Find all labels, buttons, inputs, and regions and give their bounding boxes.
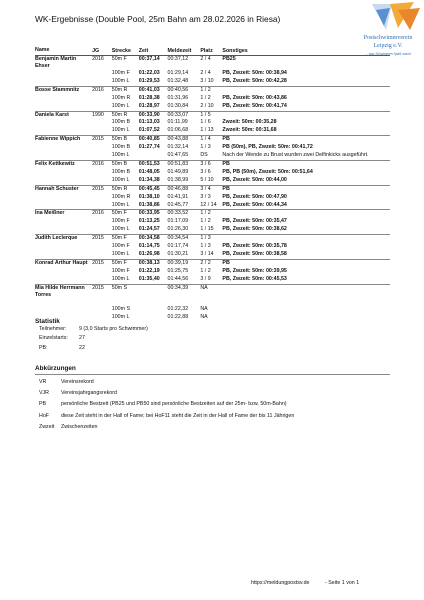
race-meldezeit: 01:47,65 — [167, 152, 189, 159]
race-platz: 1 / 2 — [200, 210, 222, 218]
logo-name: Postschwimmverein — [363, 35, 413, 41]
race-sonstiges: PB25 — [222, 56, 390, 71]
table-row — [35, 218, 390, 226]
stat-key: Teilnehmer: — [39, 326, 67, 332]
abbr-row — [39, 401, 361, 412]
race-zeit: 01:14,75 — [138, 243, 160, 250]
race-strecke: 50m R — [112, 111, 139, 119]
race-platz: 3 / 6 — [200, 160, 222, 168]
race-zeit: 00:45,45 — [139, 185, 168, 193]
swimmer-name — [35, 226, 92, 234]
race-meldezeit: 01:06,68 — [167, 127, 189, 134]
table-row — [35, 169, 390, 177]
footer-page-number: - Seite 1 von 1 — [325, 580, 360, 586]
race-strecke: 50m S — [112, 284, 139, 299]
race-meldezeit: 00:37,12 — [168, 56, 201, 71]
race-meldezeit: 00:40,56 — [168, 86, 201, 94]
race-strecke: 100m L — [111, 226, 130, 233]
race-zeit: 01:22,19 — [138, 267, 160, 274]
race-sonstiges: PB, Zwzeit: 50m: 00:43,86 — [222, 94, 287, 101]
race-platz: 1 / 3 — [200, 144, 211, 151]
swimmer-jg — [92, 306, 112, 314]
swimmer-jg: 2015 — [92, 235, 112, 243]
race-platz: 1 / 6 — [200, 119, 211, 126]
race-meldezeit: 01:44,56 — [167, 275, 189, 282]
race-platz: 1 / 2 — [200, 86, 222, 94]
race-meldezeit: 01:26,30 — [167, 226, 189, 233]
race-platz: 1 / 3 — [200, 243, 211, 250]
logo-city: Leipzig e.V. — [373, 42, 403, 49]
table-row — [35, 144, 390, 152]
race-strecke: 100m L — [111, 152, 130, 159]
race-meldezeit: 00:34,54 — [168, 235, 201, 243]
race-platz: NA — [200, 306, 208, 313]
table-row — [35, 95, 390, 103]
race-zeit: 01:24,57 — [138, 226, 160, 233]
race-sonstiges: PB, PB (50m), Zwzeit: 50m: 00:51,64 — [222, 168, 313, 175]
table-row — [35, 226, 390, 234]
race-meldezeit: 00:34,39 — [168, 284, 201, 299]
race-sonstiges — [222, 314, 390, 322]
table-row — [35, 299, 390, 307]
swimmer-jg — [92, 70, 112, 78]
statistik-title: Statistik — [35, 318, 60, 325]
race-meldezeit: 01:17,74 — [167, 243, 189, 250]
race-platz: 3 / 3 — [200, 193, 211, 200]
race-strecke: 100m F — [111, 70, 130, 76]
stat-key: PB: — [39, 344, 48, 351]
race-zeit: 01:38,10 — [138, 193, 160, 200]
race-sonstiges: PB, Zwzeit: 50m: 00:39,95 — [222, 267, 287, 274]
race-strecke: 50m F — [112, 235, 139, 243]
table-row — [35, 185, 390, 193]
swimmer-name: Bosse Stammnitz — [35, 86, 92, 94]
race-platz: 1 / 4 — [200, 136, 222, 144]
race-strecke: 100m B — [111, 168, 131, 175]
race-platz: 2 / 4 — [200, 70, 211, 76]
table-row — [35, 202, 390, 210]
swimmer-jg: 2016 — [92, 56, 112, 71]
swimmer-name: Konrad Arthur Haupt — [35, 259, 92, 267]
swimmer-name — [35, 202, 92, 210]
statistik-list — [39, 326, 148, 354]
race-zeit: 01:27,74 — [138, 144, 160, 151]
swimmer-jg: 2016 — [92, 86, 112, 94]
swimmer-jg — [92, 169, 112, 177]
race-sonstiges: PB, Zwzeit: 50m: 00:38,62 — [222, 226, 287, 233]
col-platz-header: Platz — [200, 44, 222, 56]
stat-row — [39, 335, 148, 344]
table-row — [35, 235, 390, 243]
race-platz: 5 / 10 — [200, 176, 214, 183]
race-sonstiges: PB, Zwzeit: 50m: 00:38,94 — [222, 70, 287, 76]
results-body — [35, 56, 390, 323]
race-zeit: 01:34,38 — [138, 176, 160, 183]
race-meldezeit: 01:45,77 — [167, 201, 189, 208]
race-meldezeit: 01:41,91 — [167, 193, 189, 200]
swimmer-name: Hannah Schuster — [35, 185, 92, 193]
race-zeit: 01:22,03 — [138, 70, 160, 76]
race-platz: 1 / 3 — [200, 235, 222, 243]
race-sonstiges — [222, 86, 390, 94]
race-meldezeit: 01:17,09 — [167, 218, 189, 225]
race-zeit: 00:51,53 — [139, 160, 168, 168]
table-header-row — [35, 44, 390, 56]
swimmer-name — [35, 243, 92, 251]
race-strecke: 50m R — [112, 86, 139, 94]
race-strecke: 50m F — [112, 56, 139, 71]
race-zeit: 00:34,58 — [139, 235, 168, 243]
swimmer-name — [35, 78, 92, 86]
race-sonstiges — [222, 306, 390, 314]
swimmer-jg — [92, 177, 112, 185]
race-strecke: 100m B — [111, 144, 131, 151]
swimmer-jg — [92, 144, 112, 152]
table-row — [35, 119, 390, 127]
race-meldezeit: 01:32,48 — [167, 77, 189, 84]
race-zeit: 00:33,90 — [139, 111, 168, 119]
swimmer-name: Judith Leclerque — [35, 235, 92, 243]
race-meldezeit: 01:30,84 — [167, 102, 189, 109]
race-platz: DS — [200, 152, 208, 159]
race-meldezeit: 00:33,07 — [168, 111, 201, 119]
race-meldezeit: 01:38,99 — [167, 176, 189, 183]
table-row — [35, 194, 390, 202]
race-meldezeit: 00:51,83 — [168, 160, 201, 168]
race-zeit: 01:29,53 — [138, 77, 160, 84]
race-strecke: 100m F — [111, 243, 130, 250]
race-zeit — [139, 152, 168, 160]
swimmer-name — [35, 251, 92, 259]
race-meldezeit: 01:11,99 — [167, 119, 188, 126]
race-platz: 3 / 9 — [200, 275, 211, 282]
divider — [35, 374, 390, 375]
swimmer-jg — [92, 103, 112, 111]
swimmer-jg — [92, 251, 112, 259]
race-sonstiges: PB — [222, 136, 390, 144]
swimmer-jg — [92, 276, 112, 284]
race-sonstiges: PB, Zwzeit: 50m: 00:47,90 — [222, 193, 287, 200]
race-platz: 2 / 10 — [200, 102, 214, 109]
swimmer-jg: 2016 — [92, 160, 112, 168]
abbr-row — [39, 379, 361, 390]
race-meldezeit: 01:30,21 — [167, 250, 189, 257]
race-sonstiges: PB, Zwzeit: 50m: 00:35,47 — [222, 218, 287, 225]
race-zeit: 01:13,03 — [138, 119, 160, 126]
abbr-key: HoF — [39, 412, 50, 419]
race-meldezeit: 01:49,89 — [167, 168, 189, 175]
abbr-key: PB — [39, 401, 47, 408]
race-meldezeit: 00:43,88 — [168, 136, 201, 144]
race-meldezeit: 01:32,14 — [167, 144, 189, 151]
swimmer-jg — [92, 152, 112, 160]
swimmer-jg — [92, 243, 112, 251]
table-row — [35, 243, 390, 251]
race-sonstiges: PB, Zwzeit: 50m: 00:38,58 — [222, 250, 287, 257]
race-platz: NA — [200, 284, 222, 299]
table-row — [35, 56, 390, 71]
race-platz: 3 / 6 — [200, 168, 211, 175]
table-row — [35, 268, 390, 276]
swimmer-name — [35, 177, 92, 185]
swimmer-name: Mia Hilde Herrmann Torres — [35, 284, 92, 299]
race-sonstiges: Zwzeit: 50m: 00:31,68 — [222, 127, 277, 134]
race-strecke: 100m F — [111, 218, 130, 225]
stat-value: 22 — [79, 344, 85, 351]
race-strecke: 100m L — [111, 127, 130, 134]
swimmer-jg: 2015 — [92, 259, 112, 267]
table-row — [35, 160, 390, 168]
race-platz: 1 / 2 — [200, 267, 211, 274]
race-platz: 1 / 15 — [200, 226, 214, 233]
race-strecke: 100m F — [111, 267, 130, 274]
col-meldezeit-header: Meldezeit — [168, 44, 201, 56]
swimmer-name — [35, 103, 92, 111]
race-strecke: 100m L — [111, 201, 130, 208]
race-zeit: 01:48,05 — [138, 168, 160, 175]
table-row — [35, 306, 390, 314]
race-strecke: 50m B — [112, 136, 139, 144]
race-zeit: 01:28,38 — [138, 94, 160, 101]
race-strecke: 100m B — [111, 119, 131, 126]
race-meldezeit: 01:29,14 — [167, 70, 189, 76]
race-meldezeit: 01:25,75 — [167, 267, 189, 274]
race-strecke: 100m S — [111, 306, 131, 313]
abbr-value: Zwischenzeiten — [61, 423, 98, 430]
race-meldezeit: 00:39,19 — [168, 259, 201, 267]
race-platz: 1 / 2 — [200, 218, 211, 225]
swimmer-jg: 2015 — [92, 284, 112, 299]
race-sonstiges: Zwzeit: 50m: 00:35,28 — [222, 119, 277, 126]
table-row — [35, 86, 390, 94]
table-row — [35, 152, 390, 160]
race-zeit: 01:28,97 — [138, 102, 160, 109]
race-platz: 3 / 14 — [200, 250, 214, 257]
swimmer-name: Fabienne Wippich — [35, 136, 92, 144]
stat-row — [39, 345, 148, 354]
footer-url-link[interactable]: https://meldungpostsv.de — [251, 580, 310, 586]
swimmer-name — [35, 306, 92, 314]
race-strecke: 100m L — [111, 176, 130, 183]
abkuerzungen-list — [39, 379, 361, 435]
table-row — [35, 70, 390, 78]
race-platz: 2 / 4 — [200, 56, 222, 71]
abbr-row — [39, 413, 361, 424]
race-sonstiges: PB, Zwzeit: 50m: 00:44,34 — [222, 201, 287, 208]
abbr-key: VR — [39, 379, 47, 385]
race-strecke: 100m L — [111, 314, 130, 321]
race-sonstiges — [222, 111, 390, 119]
swimmer-jg — [92, 127, 112, 135]
stat-row — [39, 326, 148, 335]
race-sonstiges — [222, 284, 390, 299]
swimmer-jg — [92, 299, 112, 307]
table-row — [35, 136, 390, 144]
race-zeit: 01:35,40 — [138, 275, 160, 282]
race-platz: 1 / 13 — [200, 127, 214, 134]
race-zeit: 00:41,03 — [139, 86, 168, 94]
race-platz: 12 / 14 — [200, 201, 217, 208]
race-sonstiges: PB — [222, 185, 390, 193]
col-jg-header: JG — [92, 44, 112, 56]
race-strecke: 50m F — [112, 210, 139, 218]
swimmer-name: Ina Meißner — [35, 210, 92, 218]
race-meldezeit: 00:46,88 — [168, 185, 201, 193]
race-zeit: 01:38,86 — [138, 201, 160, 208]
abbr-value: Vereinsrekord — [61, 379, 94, 385]
swimmer-jg — [92, 218, 112, 226]
swimmer-name — [35, 95, 92, 103]
logo-tagline: ... was Schwimmen Spaß macht — [365, 52, 411, 56]
abbr-value: diese Zeit steht in der Hall of Fame; bei HoF11 steht die Zeit in der Hall of Fame der bis 11 Jährigen — [61, 412, 295, 419]
col-strecke-header: Strecke — [112, 44, 139, 56]
table-row — [35, 111, 390, 119]
race-sonstiges: PB, Zwzeit: 50m: 00:35,78 — [222, 243, 287, 250]
swimmer-jg — [92, 268, 112, 276]
swimmer-jg — [92, 202, 112, 210]
race-zeit: 00:33,95 — [139, 210, 168, 218]
race-zeit: 00:38,13 — [139, 259, 168, 267]
race-sonstiges: PB (50m), PB, Zwzeit: 50m: 00:41,72 — [222, 144, 313, 151]
abkuerzungen-title: Abkürzungen — [35, 365, 76, 372]
abbr-row — [39, 424, 361, 435]
race-zeit: 01:26,98 — [138, 250, 160, 257]
swimmer-name — [35, 70, 92, 78]
swimmer-jg — [92, 119, 112, 127]
race-platz: 1 / 2 — [200, 94, 211, 101]
swimmer-name — [35, 144, 92, 152]
table-row — [35, 103, 390, 111]
stat-key: Einzelstarts: — [39, 335, 68, 342]
swimmer-name — [35, 119, 92, 127]
abbr-key: VJR — [39, 390, 50, 397]
col-name-header: Name — [35, 44, 92, 56]
swimmer-name: Daniela Karst — [35, 111, 92, 119]
race-sonstiges: PB, Zwzeit: 50m: 00:41,74 — [222, 102, 287, 109]
race-meldezeit: 01:31,96 — [167, 94, 189, 101]
swimmer-jg — [92, 78, 112, 86]
swimmer-jg: 2015 — [92, 185, 112, 193]
swimmer-name: Felix Kettkewitz — [35, 160, 92, 168]
race-platz: 3 / 10 — [200, 77, 214, 84]
table-row — [35, 314, 390, 322]
race-sonstiges — [222, 299, 390, 307]
race-meldezeit — [168, 299, 201, 307]
race-strecke: 50m R — [112, 185, 139, 193]
table-row — [35, 259, 390, 267]
race-zeit: 01:13,25 — [138, 218, 160, 225]
race-platz — [200, 299, 222, 307]
page-title: WK-Ergebnisse (Double Pool, 25m Bahn am 28.02.2026 in Riesa) — [35, 14, 281, 24]
abbr-value: persönliche Bestzeit (PB25 und PB50 sind persönliche Bestzeiten auf der 25m- bzw. 50m-Bahn) — [61, 401, 287, 408]
race-meldezeit: 00:33,52 — [168, 210, 201, 218]
table-row — [35, 78, 390, 86]
swimmer-name — [35, 152, 92, 160]
swimmer-name — [35, 299, 92, 307]
table-row — [35, 210, 390, 218]
table-row — [35, 276, 390, 284]
race-zeit: 00:37,14 — [139, 56, 168, 71]
swimmer-jg — [92, 194, 112, 202]
race-meldezeit: 01:22,32 — [167, 306, 189, 313]
swimmer-name — [35, 127, 92, 135]
race-platz: 2 / 2 — [200, 259, 222, 267]
race-zeit — [139, 314, 168, 322]
race-strecke: 100m L — [111, 77, 130, 84]
race-strecke: 100m L — [111, 275, 130, 282]
stat-value: 27 — [79, 335, 85, 342]
race-strecke: 100m R — [111, 94, 131, 101]
swimmer-jg — [92, 226, 112, 234]
swimmer-name — [35, 218, 92, 226]
race-platz: 3 / 4 — [200, 185, 222, 193]
swimmer-jg: 2016 — [92, 210, 112, 218]
race-sonstiges: PB — [222, 259, 390, 267]
race-platz: 1 / 5 — [200, 111, 222, 119]
race-strecke — [112, 299, 139, 307]
table-row — [35, 127, 390, 135]
table-row — [35, 177, 390, 185]
race-strecke: 100m L — [111, 102, 130, 109]
race-strecke: 100m R — [111, 193, 131, 200]
abbr-value: Vereinsjahrgangsrekord — [61, 390, 117, 397]
stat-value: 9 (3,0 Starts pro Schwimmer) — [79, 326, 148, 332]
swimmer-jg — [92, 314, 112, 322]
race-sonstiges: PB — [222, 160, 390, 168]
race-sonstiges — [222, 210, 390, 218]
swimmer-name — [35, 169, 92, 177]
race-sonstiges: PB, Zwzeit: 50m: 00:45,53 — [222, 275, 287, 282]
race-zeit — [139, 299, 168, 307]
swimmer-jg: 1990 — [92, 111, 112, 119]
abbr-key: Zwzeit — [39, 423, 55, 430]
race-strecke: 50m B — [112, 160, 139, 168]
race-zeit: 01:07,52 — [138, 127, 160, 134]
results-table — [35, 44, 390, 322]
swimmer-name: Benjamin Martin Ehser — [35, 56, 92, 71]
table-row — [35, 251, 390, 259]
swimmer-name — [35, 194, 92, 202]
race-zeit — [139, 306, 168, 314]
race-zeit: 00:40,85 — [139, 136, 168, 144]
col-sonstiges-header: Sonstiges — [222, 44, 390, 56]
table-row — [35, 284, 390, 299]
swimmer-jg — [92, 95, 112, 103]
race-sonstiges: PB, Zwzeit: 50m: 00:44,00 — [222, 176, 287, 183]
race-strecke: 100m L — [111, 250, 130, 257]
swimmer-name — [35, 276, 92, 284]
race-sonstiges: Nach der Wende zu Brust wurden zwei Delfinkicks ausgeführt. — [222, 152, 369, 159]
race-strecke: 50m F — [112, 259, 139, 267]
swimmer-jg: 2015 — [92, 136, 112, 144]
race-zeit — [139, 284, 168, 299]
col-zeit-header: Zeit — [139, 44, 168, 56]
abbr-row — [39, 390, 361, 401]
race-meldezeit: 01:22,88 — [167, 314, 189, 321]
swimmer-name — [35, 268, 92, 276]
race-sonstiges — [222, 235, 390, 243]
race-sonstiges: PB, Zwzeit: 50m: 00:42,28 — [222, 77, 287, 84]
race-platz: NA — [200, 314, 208, 321]
